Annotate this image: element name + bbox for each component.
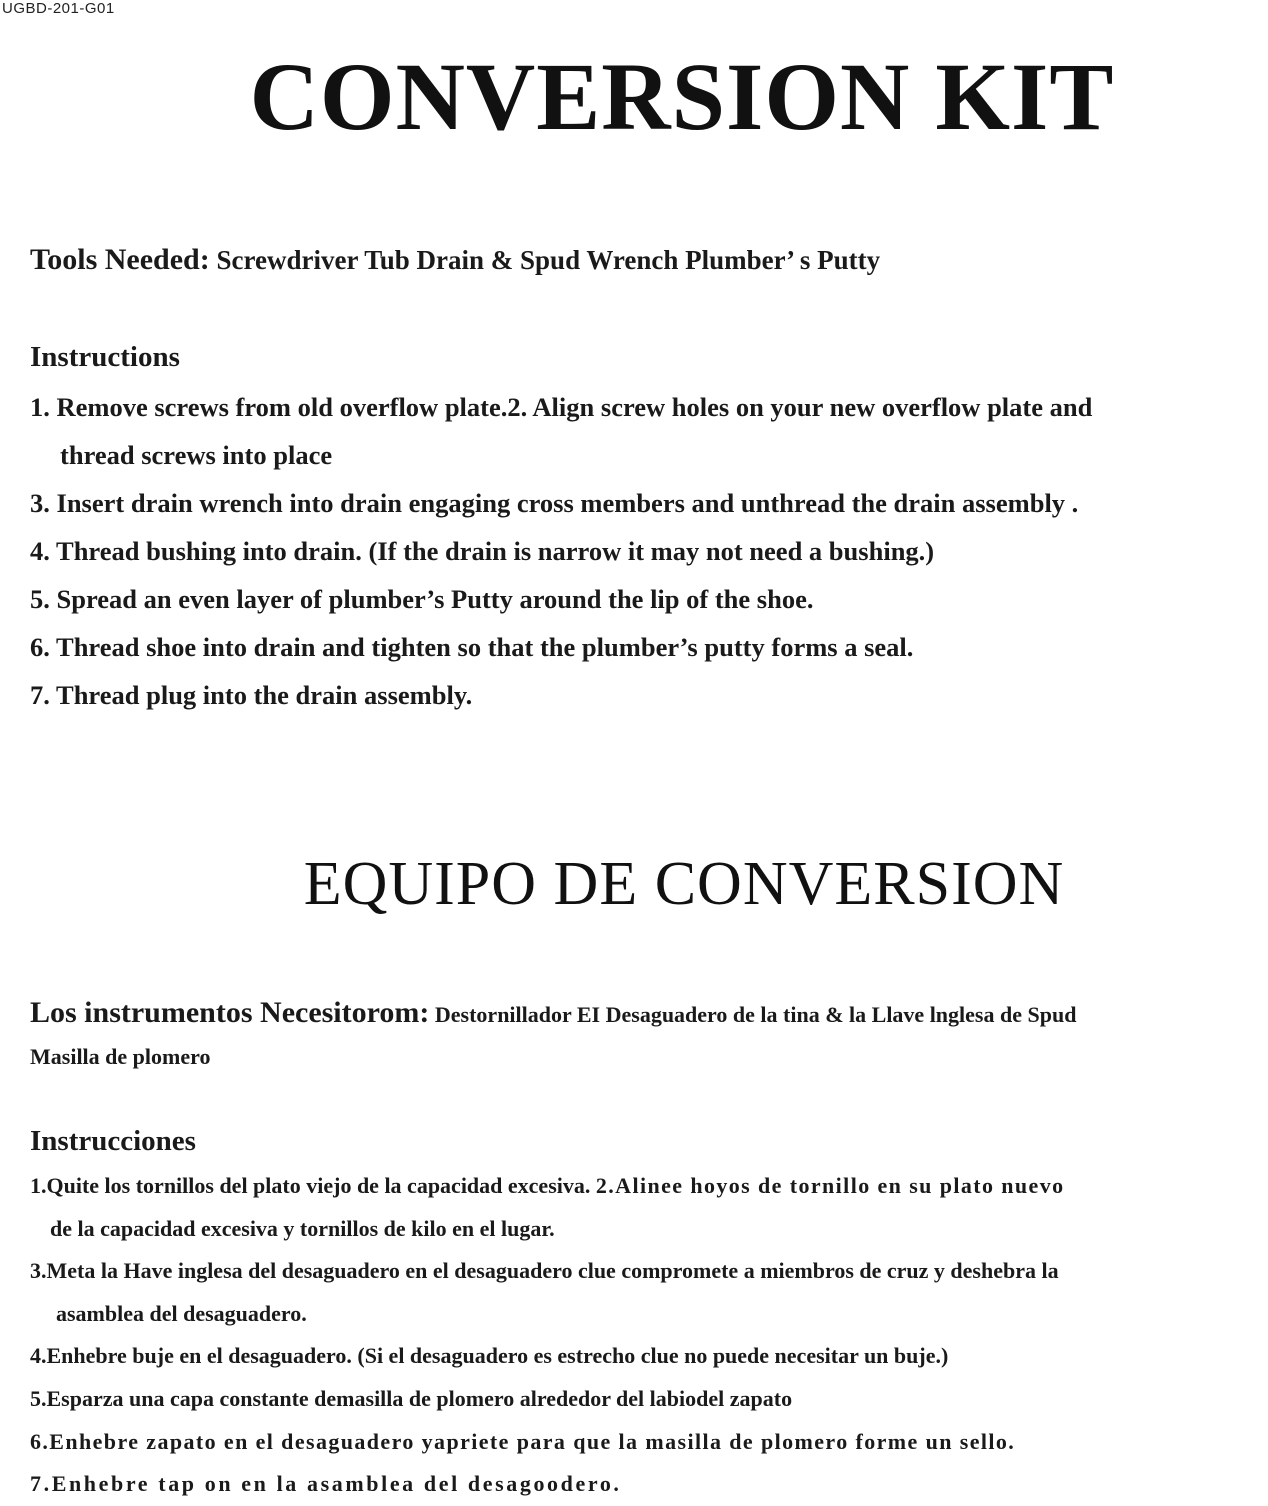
spanish-tools-value-continued: Masilla de plomero [30,1044,211,1069]
spanish-step-4: 4.Enhebre buje en el desaguadero. (Si el desaguadero es estrecho clue no puede necesitar un buje.) [30,1343,949,1369]
english-instruction-list [30,383,1255,719]
spanish-instruction-list [30,1165,1268,1506]
english-instructions-heading: Instructions [30,341,180,373]
english-step-2-continued: thread screws into place [60,440,333,470]
spanish-step-5: 5.Esparza una capa constante demasilla de plomero alrededor del labiodel zapato [30,1385,793,1411]
spanish-title: EQUIPO DE CONVERSION [303,850,1065,918]
english-tools-label: Tools Needed: [30,243,210,276]
english-step-4: 4. Thread bushing into drain. (If the drain is narrow it may not need a bushing.) [30,536,935,566]
english-tools-needed [30,240,880,280]
spanish-instructions-heading: Instrucciones [30,1125,196,1157]
english-step-6: 6. Thread shoe into drain and tighten so that the plumber’s putty forms a seal. [30,632,914,662]
spanish-tools-value: Destornillador EI Desaguadero de la tina & la Llave lnglesa de Spud [434,1002,1077,1027]
spanish-step-2-continued: de la capacidad excesiva y tornillos de kilo en el lugar. [50,1215,555,1241]
english-step-7: 7. Thread plug into the drain assembly. [30,680,473,710]
spanish-step-7: 7.Enhebre tap on en la asamblea del desagoodero. [30,1471,622,1497]
english-step-3: 3. Insert drain wrench into drain engaging cross members and unthread the drain assembly . [30,488,1079,518]
english-step-5: 5. Spread an even layer of plumber’s Putty around the lip of the shoe. [30,584,814,614]
spanish-step-2: 2.Alinee hoyos de tornillo en su plato nuevo [595,1173,1065,1198]
english-title: CONVERSION KIT [249,43,1115,150]
spanish-tools-label: Los instrumentos Necesitorom: [30,996,430,1029]
spanish-step-1-line [30,1165,1268,1208]
spanish-step-1: 1.Quite los tornillos del plato viejo de la capacidad excesiva. [30,1173,591,1198]
spanish-step-6: 6.Enhebre zapato en el desaguadero yapriete para que la masilla de plomero forme un sello. [30,1428,1016,1454]
english-step-1-2: 1. Remove screws from old overflow plate.2. Align screw holes on your new overflow plate and [30,392,1093,422]
spanish-step-3: 3.Meta la Have inglesa del desaguadero en el desaguadero clue compromete a miembros de cruz y deshebra la [30,1258,1059,1284]
document-code: UGBD-201-G01 [2,0,115,17]
spanish-step-3-continued: asamblea del desaguadero. [56,1300,307,1326]
english-tools-value: Screwdriver Tub Drain & Spud Wrench Plumber’ s Putty [216,245,881,275]
spanish-tools-needed [30,992,1255,1078]
